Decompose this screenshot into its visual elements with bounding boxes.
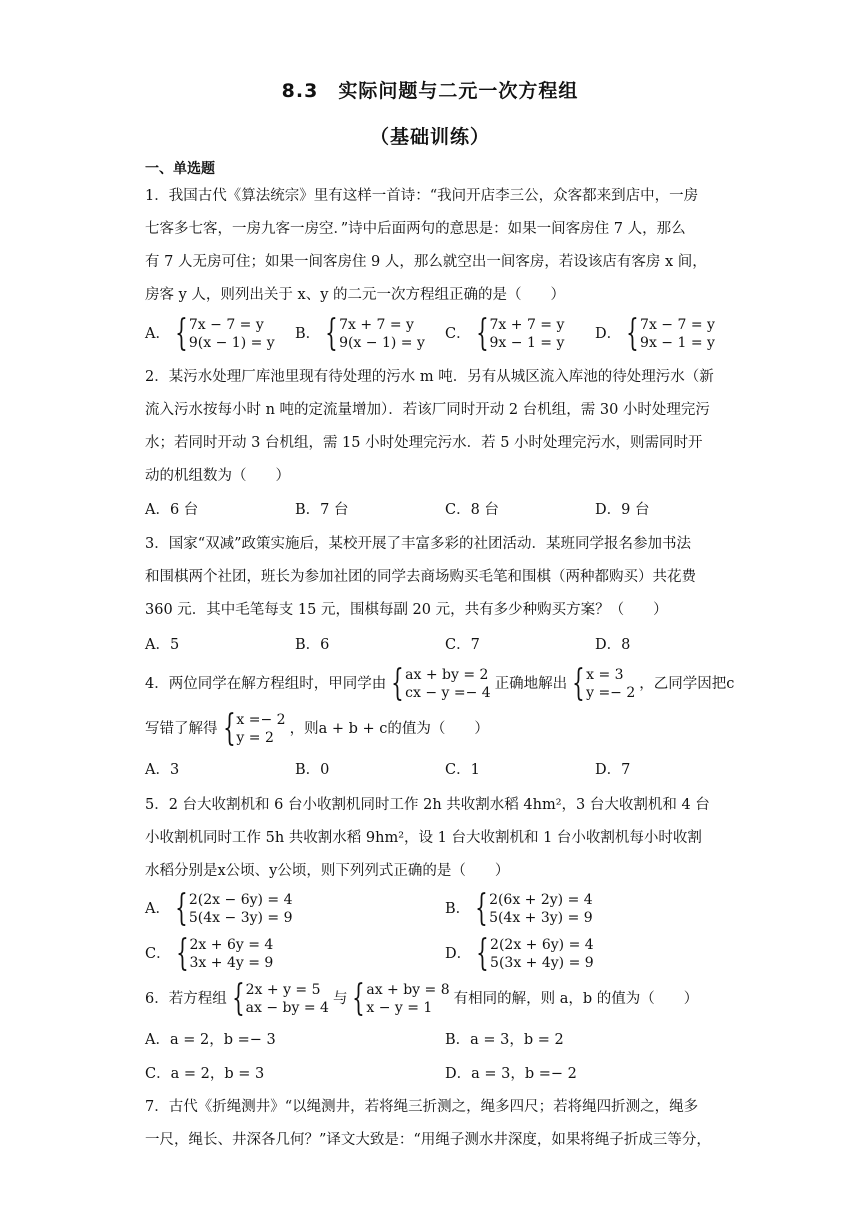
q3-option-d: D．8: [595, 637, 631, 653]
brace-icon: {: [352, 978, 366, 1019]
q5-line-1: 5．2 台大收割机和 6 台小收割机同时工作 2h 共收割水稻 4hm²，3 台大收割机和 4 台: [145, 797, 710, 813]
q6-option-c: C．a = 2，b = 3: [145, 1066, 265, 1082]
q3-option-a: A．5: [145, 637, 180, 653]
q1-option-c: C． { 7x + 7 = y 9x − 1 = y: [445, 313, 565, 354]
q3-line-1: 3．国家“双减”政策实施后，某校开展了丰富多彩的社团活动．某班同学报名参加书法: [145, 536, 692, 552]
q4-option-d: D．7: [595, 762, 631, 778]
page-title: 8.3 实际问题与二元一次方程组: [281, 80, 579, 102]
q2-option-c: C．8 台: [445, 502, 499, 518]
page-subtitle: （基础训练）: [369, 126, 490, 148]
q2-line-1: 2．某污水处理厂库池里现有待处理的污水 m 吨．另有从城区流入库池的待处理污水（新: [145, 369, 714, 385]
q4-line-1: 4．两位同学在解方程组时，甲同学由 { ax + by = 2 cx − y =− 4 正确地解出 { x = 3 y =− 2 ，乙同学因把c: [145, 663, 735, 704]
q3-option-c: C．7: [445, 637, 480, 653]
q7-line-1: 7．古代《折绳测井》“以绳测井，若将绳三折测之，绳多四尺；若将绳四折测之，绳多: [145, 1099, 699, 1115]
q5-option-d: D． { 2(2x + 6y) = 4 5(3x + 4y) = 9: [445, 933, 594, 974]
q2-option-d: D．9 台: [595, 502, 650, 518]
q3-option-b: B．6: [295, 637, 330, 653]
brace-icon: {: [175, 933, 189, 974]
q2-line-2: 流入污水按每小时 n 吨的定流量增加）．若该厂同时开动 2 台机组，需 30 小时处理完污: [145, 402, 710, 418]
q1-option-b: B． { 7x + 7 = y 9(x − 1) = y: [295, 313, 425, 354]
brace-icon: {: [222, 708, 236, 749]
brace-icon: {: [175, 888, 188, 929]
q2-option-b: B．7 台: [295, 502, 349, 518]
q3-line-3: 360 元．其中毛笔每支 15 元，围棋每副 20 元，共有多少种购买方案？（ ）: [145, 602, 668, 618]
q2-line-3: 水；若同时开动 3 台机组，需 15 小时处理完污水．若 5 小时处理完污水，则需同时开: [145, 435, 703, 451]
q3-line-2: 和围棋两个社团，班长为参加社团的同学去商场购买毛笔和围棋（两种都购买）共花费: [145, 569, 696, 585]
brace-icon: {: [475, 313, 489, 354]
q4-option-b: B．0: [295, 762, 330, 778]
brace-icon: {: [325, 313, 338, 354]
q5-option-a: A． { 2(2x − 6y) = 4 5(4x − 3y) = 9: [145, 888, 293, 929]
brace-icon: {: [476, 933, 489, 974]
q5-line-3: 水稻分别是x公顷、y公顷，则下列列式正确的是（ ）: [145, 863, 510, 879]
q5-option-c: C． { 2x + 6y = 4 3x + 4y = 9: [145, 933, 274, 974]
section-heading: 一、单选题: [145, 161, 215, 177]
q1-line-1: 1．我国古代《算法统宗》里有这样一首诗：“我问开店李三公，众客都来到店中，一房: [145, 188, 699, 204]
q4-option-a: A．3: [145, 762, 180, 778]
q1-option-d: D． { 7x − 7 = y 9x − 1 = y: [595, 313, 715, 354]
brace-icon: {: [475, 888, 488, 929]
q5-option-b: B． { 2(6x + 2y) = 4 5(4x + 3y) = 9: [445, 888, 593, 929]
q5-line-2: 小收割机同时工作 5h 共收割水稻 9hm²，设 1 台大收割机和 1 台小收割机每小时收割: [145, 830, 702, 846]
q2-line-4: 动的机组数为（ ）: [145, 468, 290, 484]
brace-icon: {: [391, 663, 404, 704]
brace-icon: {: [175, 313, 188, 354]
q2-option-a: A．6 台: [145, 502, 199, 518]
q6-option-b: B．a = 3，b = 2: [445, 1032, 564, 1048]
brace-icon: {: [231, 978, 245, 1019]
q6-option-a: A．a = 2，b =− 3: [145, 1032, 276, 1048]
q1-line-4: 房客 y 人，则列出关于 x、y 的二元一次方程组正确的是（ ）: [145, 287, 565, 303]
q1-line-3: 有 7 人无房可住；如果一间客房住 9 人，那么就空出一间客房，若设该店有客房 x 间，: [145, 254, 707, 270]
q4-line-2: 写错了解得 { x =− 2 y = 2 ，则a + b + c的值为（ ）: [145, 708, 489, 749]
q6-line-1: 6．若方程组 { 2x + y = 5 ax − by = 4 与 { ax + by = 8 x − y = 1 有相同的解，则 a，b 的值为（ ）: [145, 978, 699, 1019]
q7-line-2: 一尺，绳长、井深各几何？”译文大致是：“用绳子测水井深度，如果将绳子折成三等分，: [145, 1132, 711, 1148]
brace-icon: {: [626, 313, 639, 354]
brace-icon: {: [572, 663, 585, 704]
q1-line-2: 七客多七客，一房九客一房空．”诗中后面两句的意思是：如果一间客房住 7 人，那么: [145, 221, 686, 237]
q4-option-c: C．1: [445, 762, 480, 778]
q1-option-a: A． { 7x − 7 = y 9(x − 1) = y: [145, 313, 275, 354]
q6-option-d: D．a = 3，b =− 2: [445, 1066, 577, 1082]
